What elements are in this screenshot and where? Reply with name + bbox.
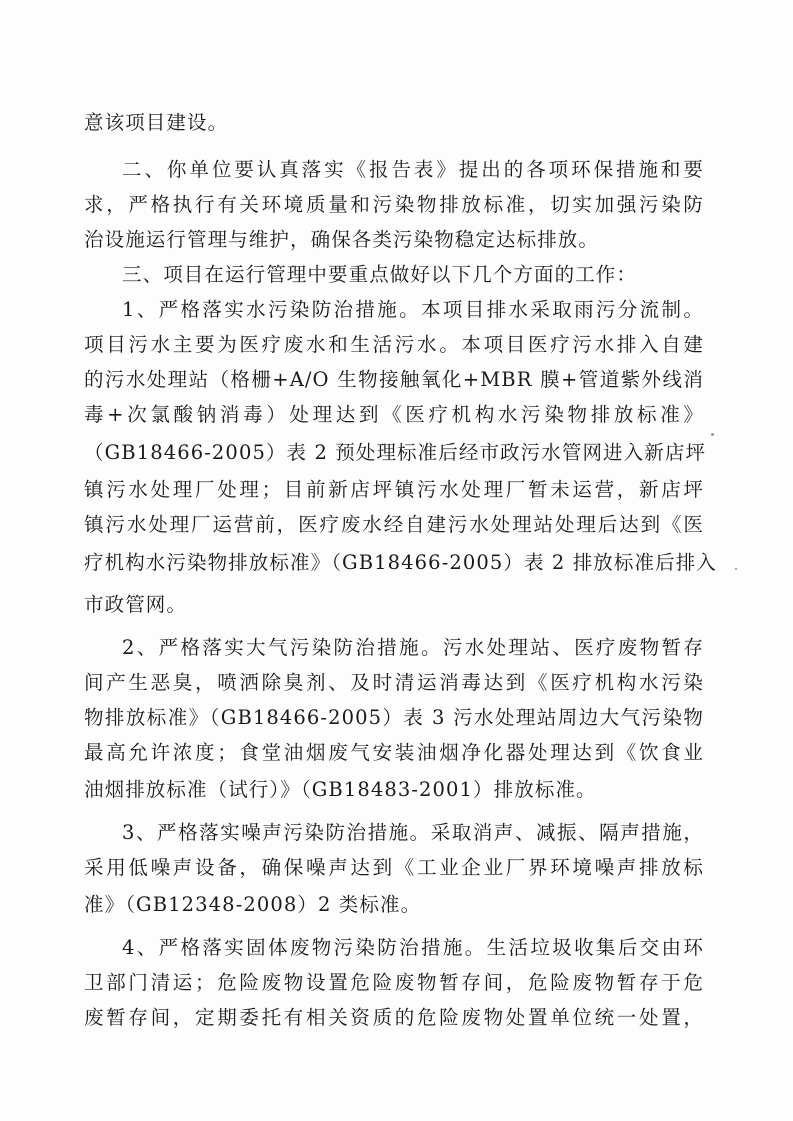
text-line: 2、严格落实大气污染防治措施。污水处理站、医疗废物暂存 [122, 636, 704, 659]
text-line: 市政管网。 [84, 593, 188, 616]
text-line: 物排放标准》（GB18466-2005）表 3 污水处理站周边大气污染物 [84, 706, 704, 729]
text-line: 的污水处理站（格栅+A/O 生物接触氧化+MBR 膜+管道紫外线消 [84, 368, 704, 391]
text-line: 油烟排放标准（试行）》（GB18483-2001）排放标准。 [84, 778, 597, 801]
scan-speck [735, 568, 737, 570]
text-line: 项目污水主要为医疗废水和生活污水。本项目医疗污水排入自建 [84, 333, 704, 356]
text-line: 采用低噪声设备，确保噪声达到《工业企业厂界环境噪声排放标 [84, 856, 704, 879]
text-line: 镇污水处理厂运营前，医疗废水经自建污水处理站处理后达到《医 [84, 513, 704, 536]
text-line: 三、项目在运行管理中要重点做好以下几个方面的工作： [122, 263, 638, 286]
text-line: 间产生恶臭，喷洒除臭剂、及时清运消毒达到《医疗机构水污染 [84, 671, 704, 694]
text-line: 卫部门清运；危险废物设置危险废物暂存间，危险废物暂存于危 [84, 971, 704, 994]
text-line: 最高允许浓度；食堂油烟废气安装油烟净化器处理达到《饮食业 [84, 741, 704, 764]
text-line: （GB18466-2005）表 2 预处理标准后经市政污水管网进入新店坪 [84, 441, 707, 464]
text-line: 1、严格落实水污染防治措施。本项目排水采取雨污分流制。 [122, 298, 704, 321]
text-line: 二、你单位要认真落实《报告表》提出的各项环保措施和要 [122, 158, 704, 181]
text-line: 准》（GB12348-2008）2 类标准。 [84, 893, 422, 916]
text-line: 毒+次氯酸钠消毒）处理达到《医疗机构水污染物排放标准》 [84, 403, 704, 426]
text-line: 3、严格落实噪声污染防治措施。采取消声、减振、隔声措施， [122, 821, 704, 844]
text-line: 镇污水处理厂处理；目前新店坪镇污水处理厂暂未运营，新店坪 [84, 478, 704, 501]
text-line: 意该项目建设。 [84, 111, 229, 134]
text-line: 求，严格执行有关环境质量和污染物排放标准，切实加强污染防 [84, 193, 704, 216]
text-line: 废暂存间，定期委托有相关资质的危险废物处置单位统一处置， [84, 1006, 704, 1029]
text-line: 治设施运行管理与维护，确保各类污染物稳定达标排放。 [84, 228, 600, 251]
text-line: 疗机构水污染物排放标准》（GB18466-2005）表 2 排放标准后排入 [84, 551, 717, 574]
text-line: 4、严格落实固体废物污染防治措施。生活垃圾收集后交由环 [122, 936, 704, 959]
scan-speck [711, 433, 714, 436]
